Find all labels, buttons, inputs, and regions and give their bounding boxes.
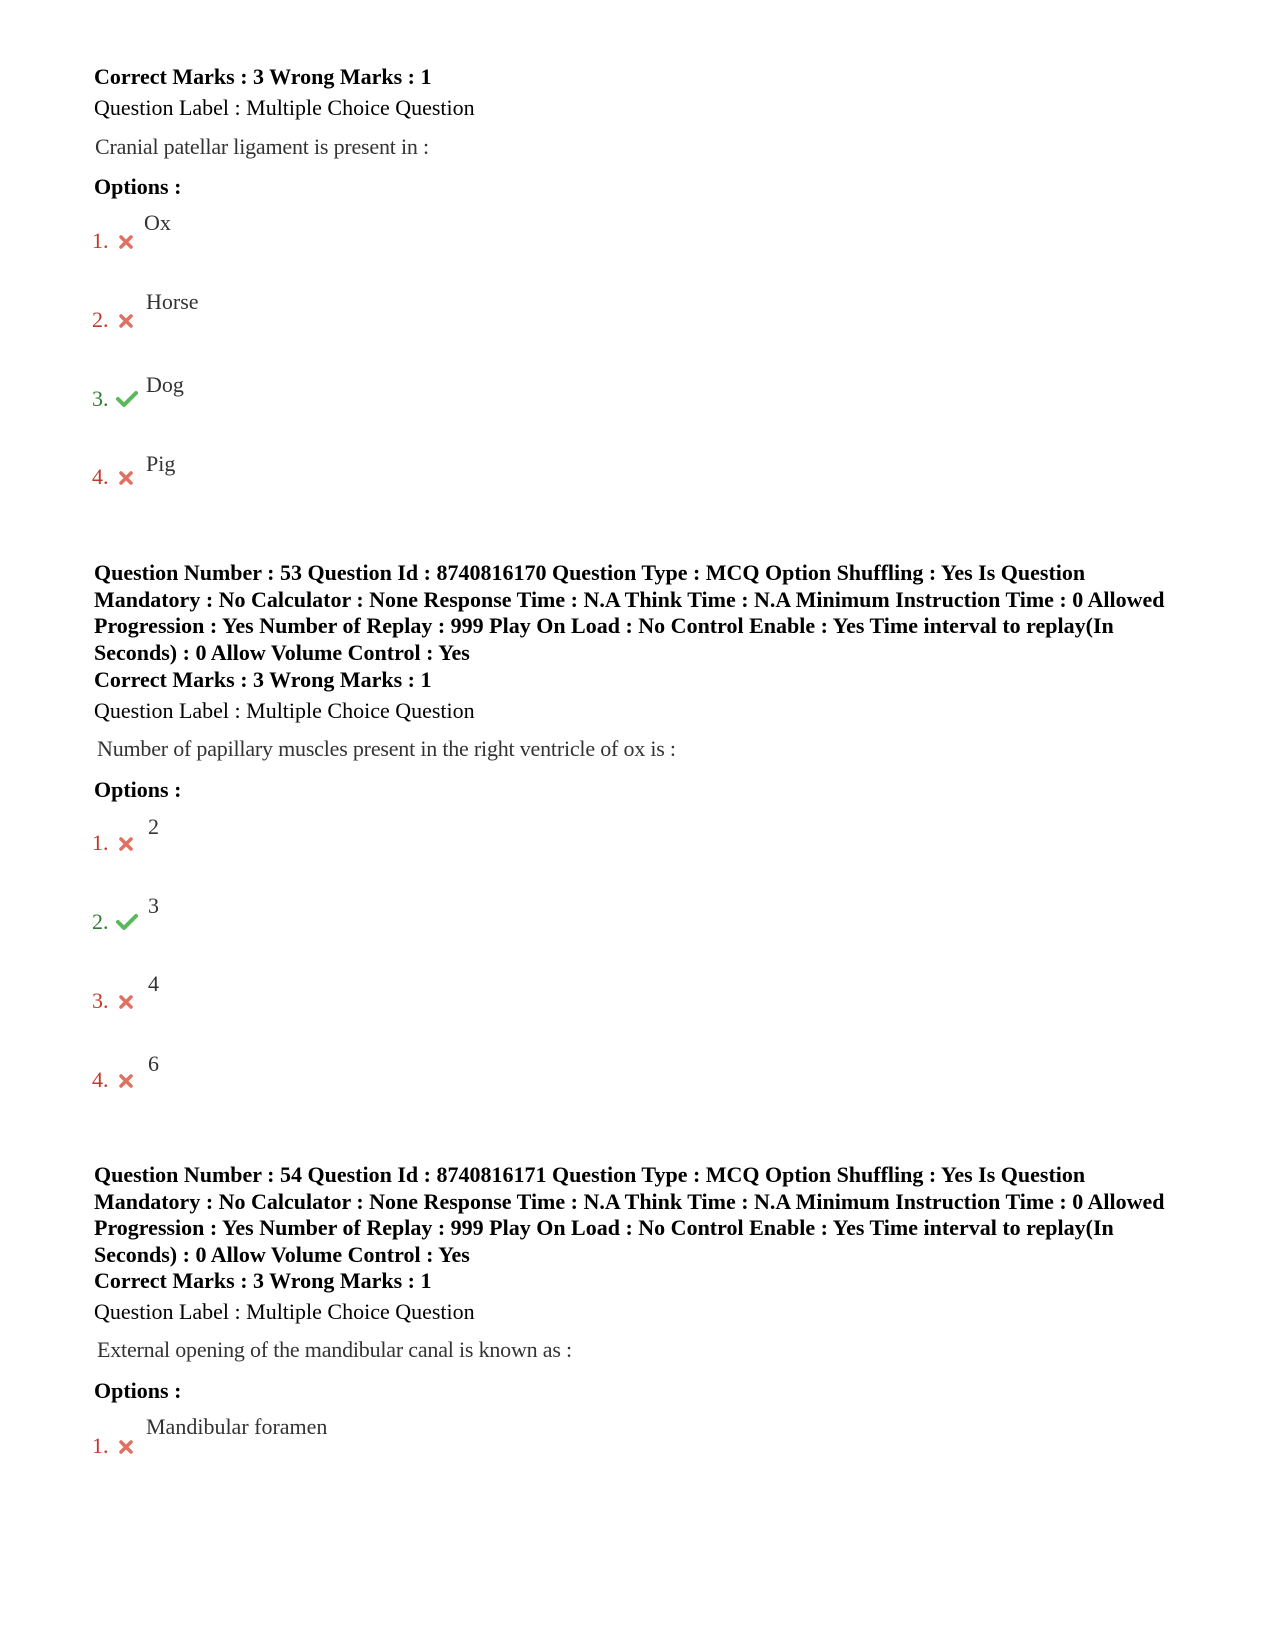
option-text: 4 bbox=[148, 971, 159, 996]
options-heading: Options : bbox=[94, 777, 182, 802]
question-text: External opening of the mandibular canal is known as : bbox=[97, 1337, 572, 1362]
option-number: 1. bbox=[92, 228, 109, 253]
wrong-cross-icon bbox=[118, 234, 134, 250]
option-number: 4. bbox=[92, 464, 109, 489]
correct-wrong-marks: Correct Marks : 3 Wrong Marks : 1 bbox=[94, 1268, 432, 1293]
option-text: Pig bbox=[146, 451, 176, 476]
option-text: Dog bbox=[146, 372, 184, 397]
option-number: 1. bbox=[92, 830, 109, 855]
option-number: 3. bbox=[92, 988, 109, 1013]
correct-check-icon bbox=[116, 913, 138, 931]
option-text: 6 bbox=[148, 1051, 159, 1076]
correct-wrong-marks: Correct Marks : 3 Wrong Marks : 1 bbox=[94, 667, 432, 692]
question-text: Cranial patellar ligament is present in : bbox=[95, 134, 429, 159]
wrong-cross-icon bbox=[118, 994, 134, 1010]
question-meta: Question Number : 54 Question Id : 8740816171 Question Type : MCQ Option Shuffling : Yes Is Question Mandatory : No Calculator : None Response Time : N.A Think Time : N.A Minimum Instruction Time : 0 Allowed Progression : Yes Number of Replay : 999 Play On Load : No Control Enable : Yes Time interval to replay(In Seconds) : 0 Allow Volume Control : Yes bbox=[94, 1162, 1165, 1267]
option-text: Horse bbox=[146, 289, 199, 314]
wrong-cross-icon bbox=[118, 313, 134, 329]
question-label: Question Label : Multiple Choice Question bbox=[94, 1299, 475, 1324]
wrong-cross-icon bbox=[118, 470, 134, 486]
option-text: Mandibular foramen bbox=[146, 1414, 328, 1439]
option-number: 1. bbox=[92, 1433, 109, 1458]
option-number: 4. bbox=[92, 1067, 109, 1092]
correct-check-icon bbox=[116, 390, 138, 408]
question-text: Number of papillary muscles present in the right ventricle of ox is : bbox=[97, 736, 676, 761]
correct-wrong-marks: Correct Marks : 3 Wrong Marks : 1 bbox=[94, 64, 432, 89]
option-text: Ox bbox=[144, 210, 171, 235]
question-label: Question Label : Multiple Choice Question bbox=[94, 698, 475, 723]
question-meta: Question Number : 53 Question Id : 8740816170 Question Type : MCQ Option Shuffling : Yes Is Question Mandatory : No Calculator : None Response Time : N.A Think Time : N.A Minimum Instruction Time : 0 Allowed Progression : Yes Number of Replay : 999 Play On Load : No Control Enable : Yes Time interval to replay(In Seconds) : 0 Allow Volume Control : Yes bbox=[94, 560, 1165, 665]
option-number: 2. bbox=[92, 909, 109, 934]
options-heading: Options : bbox=[94, 174, 182, 199]
option-text: 2 bbox=[148, 814, 159, 839]
option-number: 2. bbox=[92, 307, 109, 332]
wrong-cross-icon bbox=[118, 1073, 134, 1089]
options-heading: Options : bbox=[94, 1378, 182, 1403]
wrong-cross-icon bbox=[118, 836, 134, 852]
question-label: Question Label : Multiple Choice Question bbox=[94, 95, 475, 120]
option-number: 3. bbox=[92, 386, 109, 411]
wrong-cross-icon bbox=[118, 1439, 134, 1455]
option-text: 3 bbox=[148, 893, 159, 918]
